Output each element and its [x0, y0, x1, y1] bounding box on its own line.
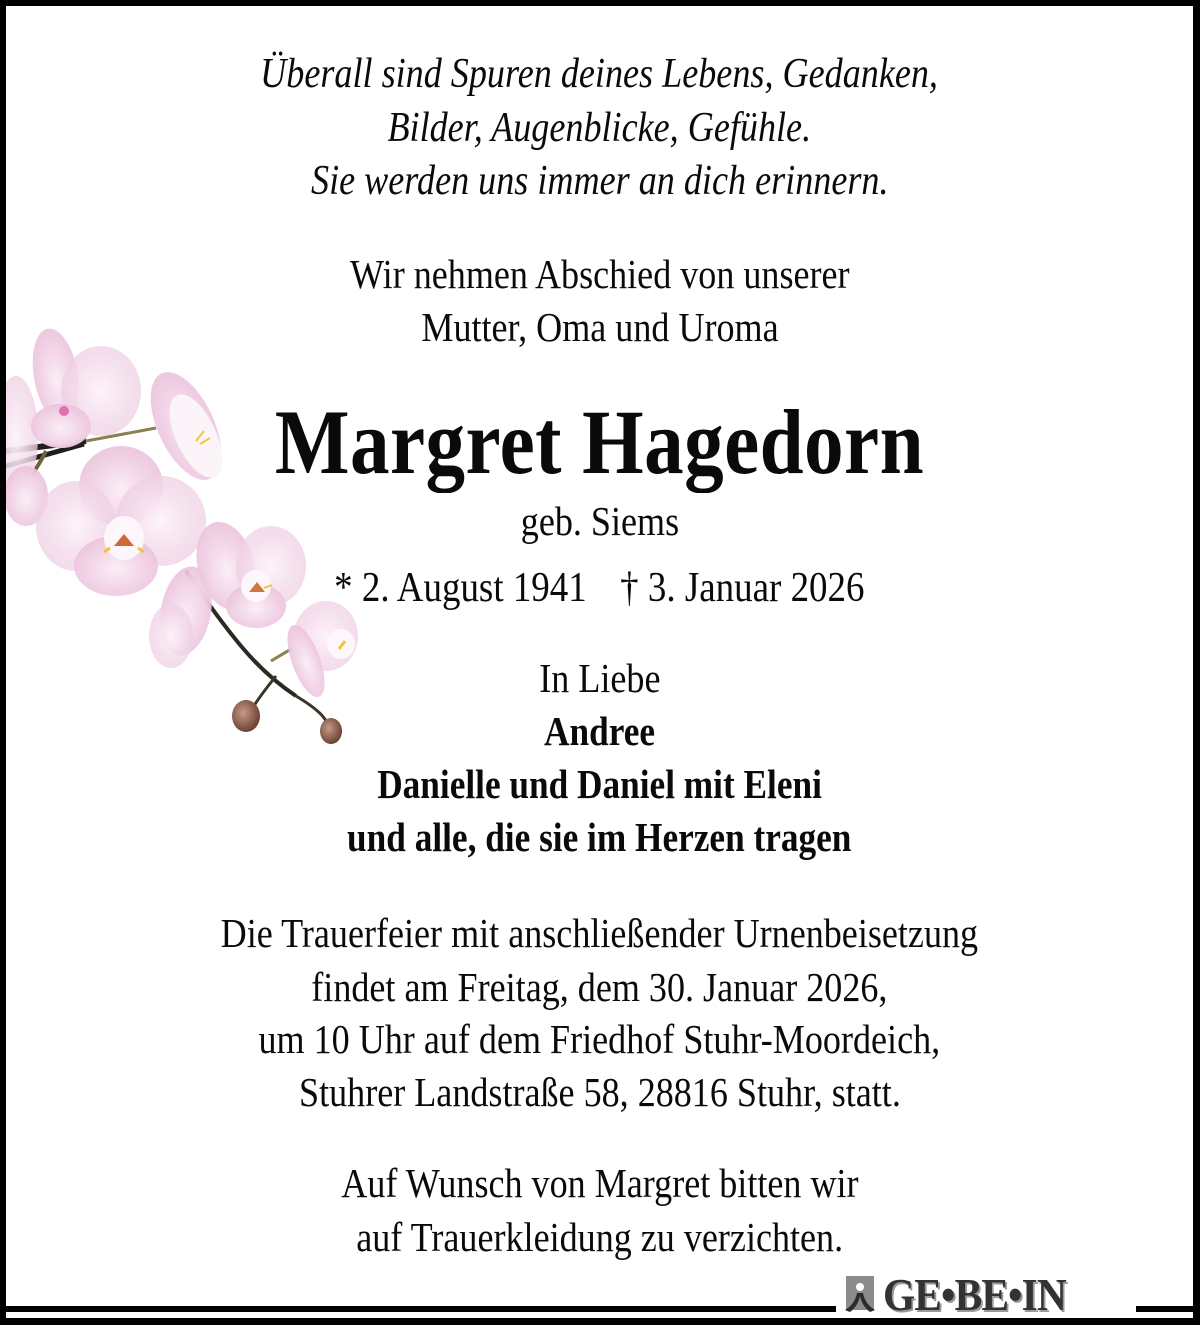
wish-line: auf Trauerkleidung zu verzichten.: [356, 1214, 843, 1260]
maiden-name: geb. Siems: [520, 498, 679, 544]
birth-date: 2. August 1941: [362, 565, 587, 611]
ceremony-line: Die Trauerfeier mit anschließender Urnenbeisetzung: [220, 910, 979, 956]
intro-line: Mutter, Oma und Uroma: [420, 304, 779, 350]
footer-rule: [1136, 1306, 1196, 1312]
poem-line: Sie werden uns immer an dich erinnern.: [310, 158, 889, 204]
ceremony-line: um 10 Uhr auf dem Friedhof Stuhr-Moordeich,: [258, 1016, 941, 1062]
deceased-name: Margret Hagedorn: [274, 391, 925, 493]
logo-text: GE•BE•IN: [883, 1269, 1066, 1320]
gebein-logo-mark-icon: [843, 1276, 877, 1314]
poem-line: Überall sind Spuren deines Lebens, Gedanken,: [260, 51, 939, 97]
ceremony-line: Stuhrer Landstraße 58, 28816 Stuhr, statt.: [298, 1069, 901, 1115]
mourners-intro: In Liebe: [538, 655, 661, 701]
gebein-logo: [843, 1269, 1086, 1320]
wish-line: Auf Wunsch von Margret bitten wir: [340, 1160, 859, 1206]
mourner-line: Andree: [543, 708, 655, 754]
mourner-line: Danielle und Daniel mit Eleni: [377, 761, 822, 807]
ceremony-line: findet am Freitag, dem 30. Januar 2026,: [311, 964, 888, 1010]
life-dates: [6, 567, 1193, 609]
birth-star-icon: *: [334, 565, 353, 611]
death-date: 3. Januar 2026: [648, 565, 865, 611]
obituary-card: [6, 6, 1193, 1318]
death-cross-icon: †: [620, 565, 639, 611]
footer-rule: [0, 1306, 836, 1312]
intro-line: Wir nehmen Abschied von unserer: [349, 251, 850, 297]
mourner-line: und alle, die sie im Herzen tragen: [347, 814, 852, 860]
poem-line: Bilder, Augenblicke, Gefühle.: [387, 105, 812, 151]
